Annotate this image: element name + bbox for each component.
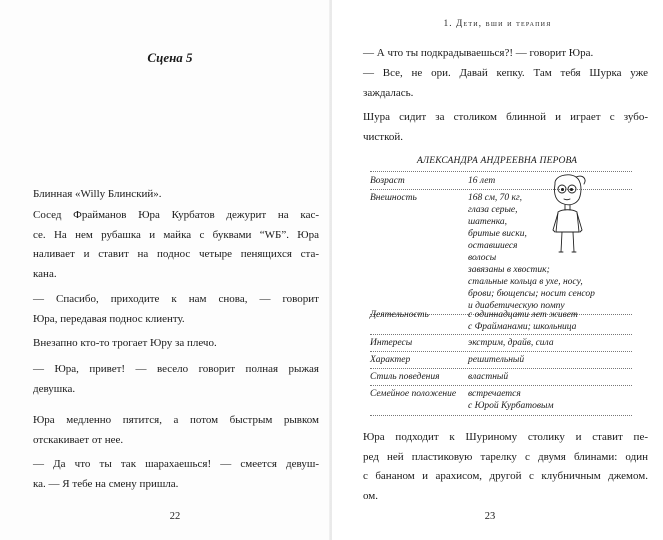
divider	[370, 189, 632, 190]
divider	[370, 334, 632, 335]
girl-sketch-icon	[546, 172, 588, 256]
paragraph: — А что ты подкрадываешься?! — говорит Юра.	[363, 47, 594, 59]
paragraph: Юра медленно пятится, а потом быстрым рывком отскакивает от нее.	[33, 414, 319, 446]
divider	[370, 415, 632, 416]
paragraph: Блинная «Willy Блинский».	[33, 188, 162, 200]
scene-title: Сцена 5	[147, 50, 193, 65]
paragraph: Сосед Фрайманов Юра Курбатов дежурит на кас- се. На нем рубашка и майка с буквами “WБ”. Юра наливает и ставит на поднос четыре пенящихся ста- кана.	[33, 209, 319, 280]
divider	[370, 385, 632, 386]
paragraph: — Да что ты так шарахаешься! — смеется девуш- ка. — Я тебе на смену пришла.	[33, 458, 319, 490]
dossier-title: АЛЕКСАНДРА АНДРЕЕВНА ПЕРОВА	[416, 156, 578, 166]
paragraph: — Все, не ори. Давай кепку. Там тебя Шурка уже заждалась.	[363, 67, 648, 99]
divider	[370, 171, 632, 172]
paragraph: — Спасибо, приходите к нам снова, — говорит Юра, передавая поднос клиенту.	[33, 293, 319, 325]
divider	[370, 351, 632, 352]
right-page: 1. Дети, вши и терапия — А что ты подкрадываешься?! — говорит Юра. — Все, не ори. Давай кепку. Там тебя Шурка уже заждалась. Шура сидит за столиком блинной и играет с зубо- чисткой. АЛЕКСАНДРА АНДРЕЕВНА ПЕРОВА Возраст 16 лет Внешность 168 см, 70 кг, глаза серые, шатенка, бритые виски, оставшиеся волосы завязаны в хвостик; стальные кольца в ухе, носу, брови; бющепсы; носит сенсор и диабетическую помпу Деятельность с одиннадцати лет живет с Фрайманами; школьница Интересы экстрим, драйв, сила Характер решительный Стиль поведения властный Семейное положение встречается с Юрой Курбатовым Юра подходит к Шуриному столику и ставит пе- ред ней пластиковую тарелку с двумя блинами: один с бананом и арахисом, другой с клубничным джемом. ом. 23	[332, 0, 663, 540]
running-head: 1. Дети, вши и терапия	[443, 18, 552, 28]
divider	[370, 368, 632, 369]
paragraph: Юра подходит к Шуриному столику и ставит пе- ред ней пластиковую тарелку с двумя блинами: один с бананом и арахисом, другой с клубничным джемом. ом.	[363, 431, 648, 502]
page-number: 22	[169, 511, 181, 522]
page-number: 23	[484, 511, 496, 522]
paragraph: — Юра, привет! — весело говорит полная рыжая девушка.	[33, 363, 319, 395]
paragraph: Внезапно кто-то трогает Юру за плечо.	[33, 337, 217, 349]
paragraph: Шура сидит за столиком блинной и играет с зубо- чисткой.	[363, 111, 648, 143]
left-page	[0, 0, 331, 540]
